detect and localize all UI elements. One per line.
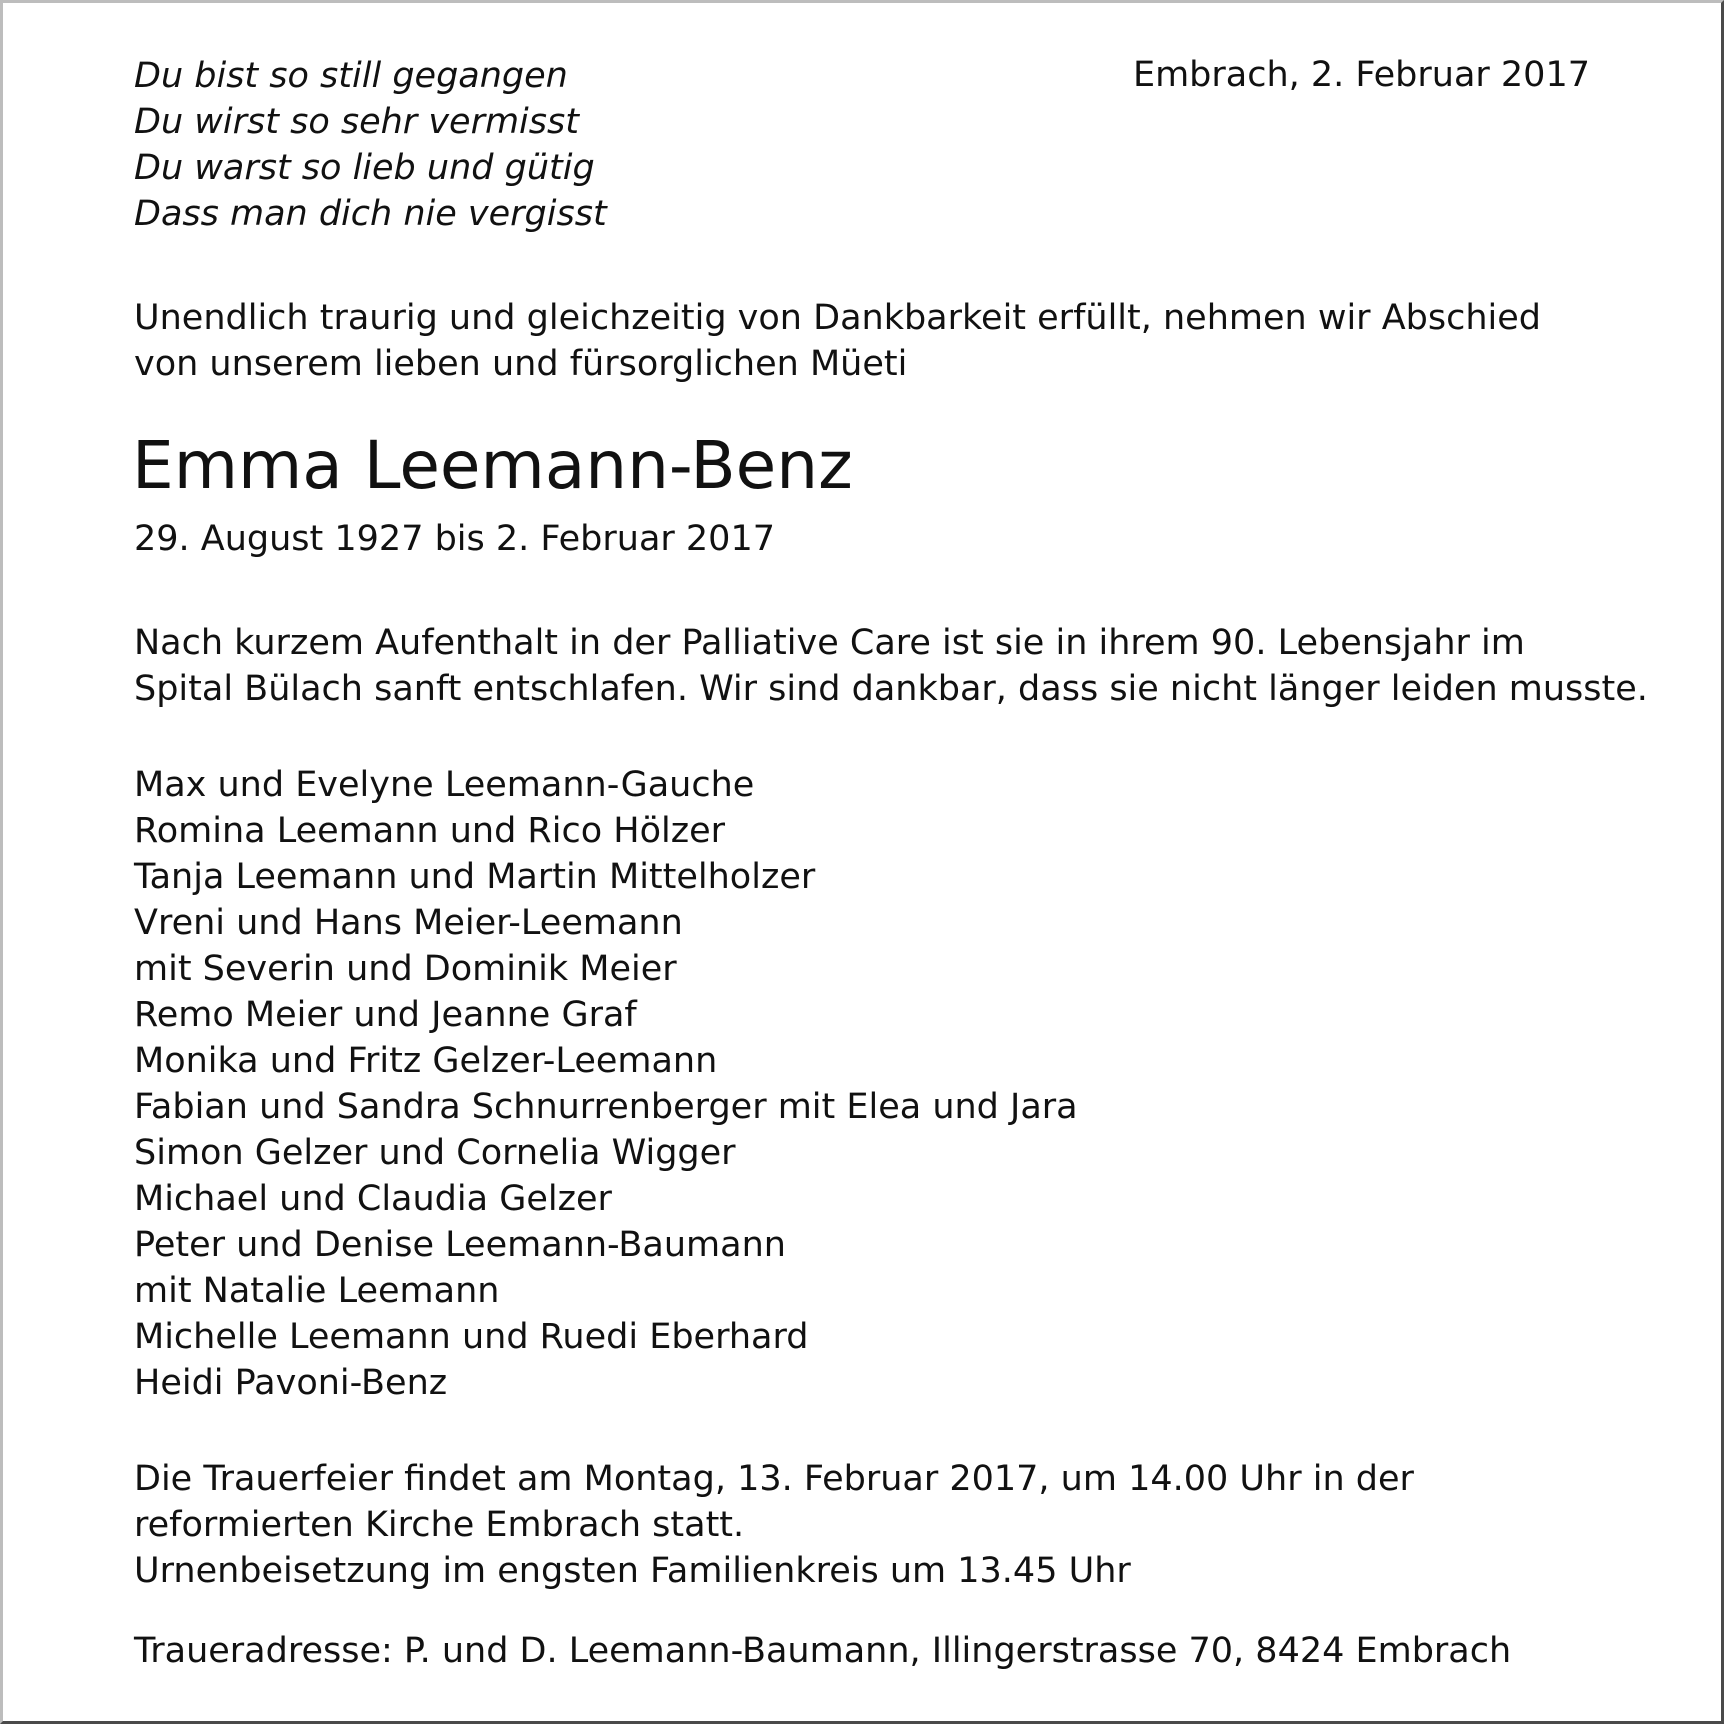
mourning-address: Traueradresse: P. und D. Leemann-Baumann, Illingerstrasse 70, 8424 Embrach (134, 1631, 1512, 1671)
ceremony-line: Die Trauerfeier findet am Montag, 13. Februar 2017, um 14.00 Uhr in der (134, 1459, 1414, 1499)
intro-line: Unendlich traurig und gleichzeitig von Dankbarkeit erfüllt, nehmen wir Abschied (134, 298, 1541, 338)
life-dates: 29. August 1927 bis 2. Februar 2017 (134, 519, 775, 559)
mourner-entry: Remo Meier und Jeanne Graf (134, 995, 637, 1035)
mourner-entry: Michael und Claudia Gelzer (134, 1179, 612, 1219)
passing-line: Nach kurzem Aufenthalt in der Palliative Care ist sie in ihrem 90. Lebensjahr im (134, 623, 1525, 663)
place-date: Embrach, 2. Februar 2017 (1132, 55, 1590, 95)
ceremony-line: reformierten Kirche Embrach statt. (134, 1505, 745, 1545)
deceased-name: Emma Leemann-Benz (132, 427, 853, 504)
passing-line: Spital Bülach sanft entschlafen. Wir sind dankbar, dass sie nicht länger leiden musste. (134, 669, 1648, 709)
mourner-entry: Heidi Pavoni-Benz (134, 1363, 448, 1403)
mourner-entry: Simon Gelzer und Cornelia Wigger (134, 1133, 736, 1173)
poem-line: Dass man dich nie vergisst (134, 194, 607, 234)
mourner-entry: Vreni und Hans Meier-Leemann (134, 903, 683, 943)
mourner-entry: Fabian und Sandra Schnurrenberger mit Elea und Jara (134, 1087, 1078, 1127)
mourner-entry: Romina Leemann und Rico Hölzer (134, 811, 726, 851)
mourner-entry: Tanja Leemann und Martin Mittelholzer (134, 857, 816, 897)
poem-line: Du wirst so sehr vermisst (134, 102, 579, 142)
mourner-entry: Michelle Leemann und Ruedi Eberhard (134, 1317, 809, 1357)
mourner-entry: Monika und Fritz Gelzer-Leemann (134, 1041, 718, 1081)
mourner-entry: mit Severin und Dominik Meier (134, 949, 677, 989)
poem-line: Du bist so still gegangen (134, 56, 568, 96)
ceremony-line: Urnenbeisetzung im engsten Familienkreis um 13.45 Uhr (134, 1551, 1131, 1591)
mourner-entry: Peter und Denise Leemann-Baumann (134, 1225, 786, 1265)
mourner-entry: mit Natalie Leemann (134, 1271, 500, 1311)
poem-line: Du warst so lieb und gütig (134, 148, 595, 188)
mourner-entry: Max und Evelyne Leemann-Gauche (134, 765, 755, 805)
intro-line: von unserem lieben und fürsorglichen Müeti (134, 344, 908, 384)
